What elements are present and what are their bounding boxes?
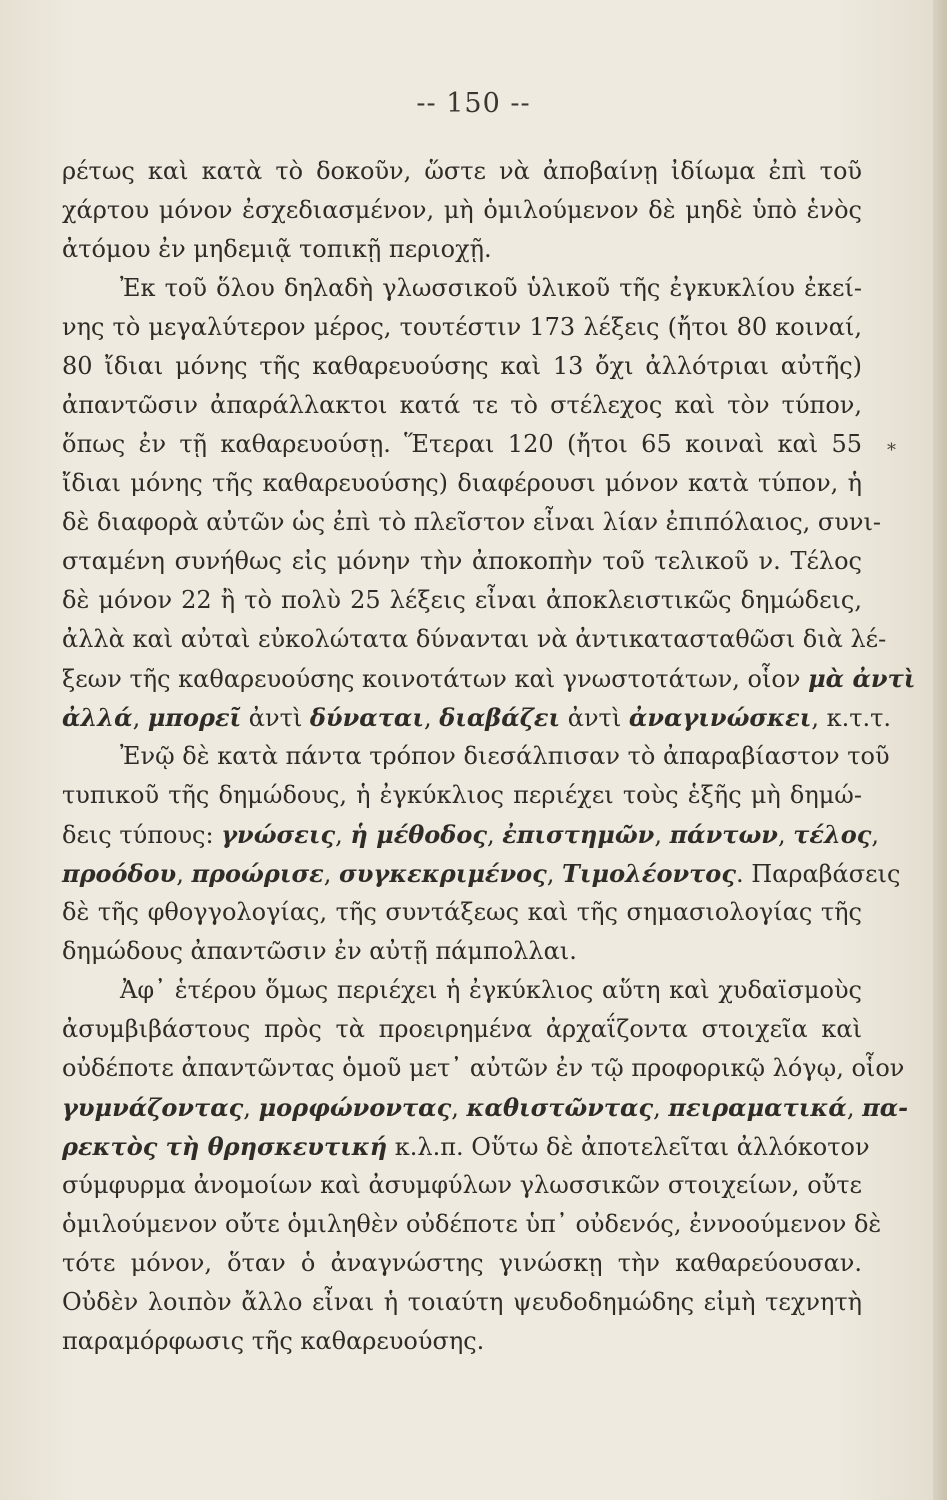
text-segment: , bbox=[335, 821, 351, 849]
text-line: σταμένη συνήθως εἰς μόνην τὴν ἀποκοπὴν τοῦ τελικοῦ ν. Τέλος bbox=[62, 547, 862, 575]
text-segment: δεις τύπους: bbox=[62, 821, 222, 849]
text-line: δημώδους ἀπαντῶσιν ἐν αὐτῇ πάμπολλαι. bbox=[62, 937, 577, 965]
text-line bbox=[62, 815, 880, 854]
text-segment: , κ.τ.τ. bbox=[811, 704, 892, 732]
text-segment: , bbox=[451, 1094, 467, 1122]
text-line: ὁμιλούμενον οὔτε ὁμιληθὲν οὐδέποτε ὑπ᾽ οὐδενός, ἐννοούμενον δὲ bbox=[62, 1210, 882, 1238]
text-line: χάρτου μόνον ἐσχεδιασμένον, μὴ ὁμιλούμενον δὲ μηδὲ ὑπὸ ἑνὸς bbox=[62, 196, 862, 224]
italic-term: προόδου bbox=[62, 859, 177, 888]
text-line: ρέτως καὶ κατὰ τὸ δοκοῦν, ὥστε νὰ ἀποβαίνῃ ἰδίωμα ἐπὶ τοῦ bbox=[62, 157, 862, 185]
italic-term: συγκεκριμένος bbox=[339, 859, 547, 888]
text-line: ἀσυμβιβάστους πρὸς τὰ προειρημένα ἀρχαΐζοντα στοιχεῖα καὶ bbox=[62, 1015, 862, 1043]
italic-term: μὰ ἀντὶ bbox=[808, 664, 916, 693]
text-line: Οὐδὲν λοιπὸν ἄλλο εἶναι ἡ τοιαύτη ψευδοδημώδης εἰμὴ τεχνητὴ bbox=[62, 1288, 862, 1316]
text-line bbox=[62, 1088, 909, 1127]
italic-term: Τιμολέοντος bbox=[562, 859, 736, 888]
italic-term: μορφώνοντας bbox=[258, 1093, 452, 1122]
italic-term: ἡ μέθοδος bbox=[350, 820, 487, 849]
text-segment: . Παραβάσεις bbox=[735, 860, 901, 888]
italic-term: ἀλλά bbox=[62, 703, 133, 732]
text-line bbox=[62, 1127, 870, 1166]
italic-term: τέλος bbox=[793, 820, 872, 849]
text-segment: , bbox=[323, 860, 339, 888]
text-line: δὲ τῆς φθογγολογίας, τῆς συντάξεως καὶ τῆς σημασιολογίας τῆς bbox=[62, 898, 862, 926]
italic-term: πειραματικά bbox=[668, 1093, 847, 1122]
text-line: τότε μόνον, ὅταν ὁ ἀναγνώστης γινώσκῃ τὴν καθαρεύουσαν. bbox=[62, 1249, 862, 1277]
text-line bbox=[62, 698, 892, 737]
page-number: -- 150 -- bbox=[416, 88, 531, 119]
text-line: ὅπως ἐν τῇ καθαρευούσῃ. Ἕτεραι 120 (ἤτοι 65 κοιναὶ καὶ 55 bbox=[62, 430, 862, 458]
text-segment: , bbox=[777, 821, 794, 849]
text-line: παραμόρφωσις τῆς καθαρευούσης. bbox=[62, 1327, 485, 1355]
text-line: ἀτόμου ἐν μηδεμιᾷ τοπικῇ περιοχῇ. bbox=[62, 235, 492, 263]
text-line: οὐδέποτε ἀπαντῶντας ὁμοῦ μετ᾽ αὐτῶν ἐν τῷ προφορικῷ λόγῳ, οἷον bbox=[62, 1054, 905, 1082]
italic-term: διαβάζει bbox=[439, 703, 561, 732]
text-segment: , bbox=[243, 1094, 259, 1122]
text-line: 80 ἴδιαι μόνης τῆς καθαρευούσης καὶ 13 ὄχι ἀλλότριαι αὐτῆς) bbox=[62, 352, 862, 380]
text-segment: , bbox=[176, 860, 192, 888]
text-line: Ἀφ᾽ ἑτέρου ὅμως περιέχει ἡ ἐγκύκλιος αὕτη καὶ χυδαϊσμοὺς bbox=[120, 976, 862, 1004]
italic-term: ἐπιστημῶν bbox=[502, 820, 655, 849]
text-segment: ἀντὶ bbox=[560, 704, 629, 732]
page-edge bbox=[933, 0, 947, 1500]
text-line bbox=[62, 659, 916, 698]
text-segment: , bbox=[132, 704, 148, 732]
text-segment: , bbox=[486, 821, 503, 849]
text-segment: ἀντὶ bbox=[241, 704, 310, 732]
text-line: δὲ μόνον 22 ἢ τὸ πολὺ 25 λέξεις εἶναι ἀποκλειστικῶς δημώδεις, bbox=[62, 586, 862, 614]
text-line: δὲ διαφορὰ αὐτῶν ὡς ἐπὶ τὸ πλεῖστον εἶναι λίαν ἐπιπόλαιος, συνι- bbox=[62, 508, 881, 536]
text-segment: , bbox=[653, 1094, 669, 1122]
italic-term: δύναται bbox=[309, 703, 424, 732]
text-line: ἀπαντῶσιν ἀπαράλλακτοι κατά τε τὸ στέλεχος καὶ τὸν τύπον, bbox=[62, 391, 862, 419]
text-line: Ἐνῷ δὲ κατὰ πάντα τρόπον διεσάλπισαν τὸ ἀπαραβίαστον τοῦ bbox=[120, 742, 890, 770]
italic-term: ἀναγινώσκει bbox=[628, 703, 812, 732]
text-line: σύμφυρμα ἀνομοίων καὶ ἀσυμφύλων γλωσσικῶν στοιχείων, οὔτε bbox=[62, 1171, 862, 1199]
italic-term: ρεκτὸς τὴ θρησκευτική bbox=[62, 1132, 388, 1161]
italic-term: προώρισε bbox=[191, 859, 324, 888]
text-line: ἴδιαι μόνης τῆς καθαρευούσης) διαφέρουσι μόνον κατὰ τύπον, ἡ bbox=[62, 469, 862, 497]
text-segment: , bbox=[846, 1094, 863, 1122]
text-segment: κ.λ.π. Οὕτω δὲ ἀποτελεῖται ἀλλόκοτον bbox=[387, 1133, 870, 1161]
text-line bbox=[62, 854, 901, 893]
italic-term: γυμνάζοντας bbox=[62, 1093, 244, 1122]
text-segment: , bbox=[654, 821, 670, 849]
italic-term: καθιστῶντας bbox=[466, 1093, 654, 1122]
text-segment: , bbox=[423, 704, 440, 732]
italic-term: πα- bbox=[862, 1093, 909, 1122]
text-line: Ἐκ τοῦ ὅλου δηλαδὴ γλωσσικοῦ ὑλικοῦ τῆς ἐγκυκλίου ἐκεί- bbox=[120, 274, 862, 302]
text-segment: , bbox=[546, 860, 563, 888]
body-text bbox=[62, 152, 916, 1361]
text-line: νης τὸ μεγαλύτερον μέρος, τουτέστιν 173 λέξεις (ἤτοι 80 κοιναί, bbox=[62, 313, 862, 341]
text-segment: ξεων τῆς καθαρευούσης κοινοτάτων καὶ γνωστοτάτων, οἷον bbox=[62, 665, 809, 693]
text-line: ἀλλὰ καὶ αὐταὶ εὐκολώτατα δύνανται νὰ ἀντικατασταθῶσι διὰ λέ- bbox=[62, 625, 887, 653]
italic-term: μπορεῖ bbox=[147, 703, 242, 732]
margin-mark: * bbox=[887, 440, 896, 461]
italic-term: γνώσεις bbox=[221, 820, 336, 849]
text-line: τυπικοῦ τῆς δημώδους, ἡ ἐγκύκλιος περιέχει τοὺς ἑξῆς μὴ δημώ- bbox=[62, 781, 862, 809]
text-segment: , bbox=[871, 821, 880, 849]
italic-term: πάντων bbox=[669, 820, 778, 849]
